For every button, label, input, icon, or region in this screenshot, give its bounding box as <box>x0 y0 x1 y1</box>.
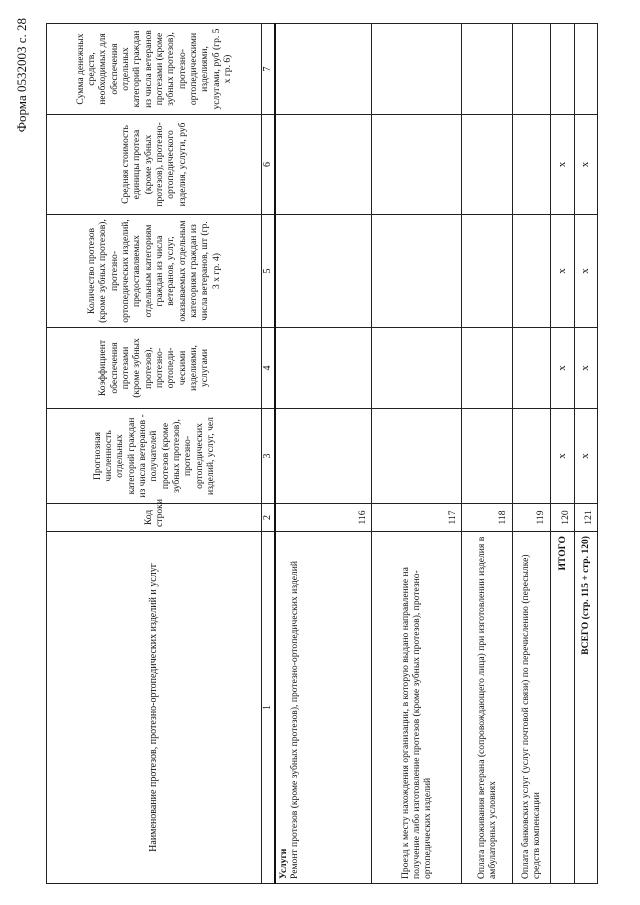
column-number: 5 <box>262 215 275 328</box>
header-col-3: Прогнозная численность отдельных категорий граждан из числа ветеранов - получателей протезов (кроме зубных протезов), протезно-ортопедических изделий, услуг, чел <box>47 409 262 504</box>
cell <box>512 409 550 504</box>
row-code: 119 <box>512 504 550 532</box>
cell: x <box>574 215 597 328</box>
header-col-5: Количество протезов (кроме зубных протезов), протезно-ортопедических изделий, предоставляемых отдельным категориям граждан из числа ветеранов, услуг, оказываемых отдельным категориям граждан из числа ветеранов, шт (гр. 3 х гр. 4) <box>47 215 262 328</box>
cell: x <box>550 328 574 409</box>
header-row <box>47 24 262 884</box>
total-label: ИТОГО <box>550 532 574 884</box>
column-number: 6 <box>262 115 275 215</box>
header-col-1: Наименование протезов, протезно-ортопедических изделий и услуг <box>47 532 262 884</box>
column-number: 7 <box>262 24 275 115</box>
cell <box>512 328 550 409</box>
cell <box>275 328 371 409</box>
cell <box>462 24 512 115</box>
cell <box>371 115 461 215</box>
header-col-7: Сумма денежных средств, необходимых для обеспечения отдельных категорий граждан из числа ветеранов протезами (кроме зубных протезов), протезно-ортопедическими изделиями, услугами, руб (гр. 5 х гр. 6) <box>47 24 262 115</box>
cell <box>275 215 371 328</box>
cell: x <box>550 409 574 504</box>
cell <box>371 409 461 504</box>
table-row <box>462 24 512 884</box>
cell: x <box>550 115 574 215</box>
grand-total-label: ВСЕГО (стр. 115 + стр. 120) <box>574 532 597 884</box>
column-number: 2 <box>262 504 275 532</box>
cell <box>462 115 512 215</box>
row-code: 120 <box>550 504 574 532</box>
form-label: Форма 0532003 с. 28 <box>14 18 29 133</box>
cell <box>462 215 512 328</box>
row-code: 117 <box>371 504 461 532</box>
cell <box>462 409 512 504</box>
cell <box>275 409 371 504</box>
services-table <box>46 23 598 884</box>
table-row <box>275 24 371 884</box>
column-number: 4 <box>262 328 275 409</box>
row-label: Проезд к месту нахождения организации, в которую выдано направление на получение либо изготовление протезов (кроме зубных протезов), протезно-ортопедических изделий <box>371 532 461 884</box>
cell <box>574 24 597 115</box>
column-number: 3 <box>262 409 275 504</box>
cell <box>275 115 371 215</box>
cell: x <box>574 115 597 215</box>
cell <box>371 328 461 409</box>
row-label: Ремонт протезов (кроме зубных протезов), протезно-ортопедических изделий <box>289 560 301 879</box>
cell <box>550 24 574 115</box>
cell <box>371 215 461 328</box>
header-col-6: Средняя стоимость единицы протеза (кроме зубных протезов), протезно-ортопедического изделия, услуги, руб <box>47 115 262 215</box>
row-label: Оплата банковских услуг (услуг почтовой связи) по перечислению (пересылке) средств компенсации <box>512 532 550 884</box>
table-row <box>512 24 550 884</box>
column-numbers-row <box>262 24 275 884</box>
row-code: 121 <box>574 504 597 532</box>
row-label-cell <box>275 532 371 884</box>
row-code: 118 <box>462 504 512 532</box>
table-row <box>371 24 461 884</box>
cell <box>512 215 550 328</box>
header-col-4: Коэффициент обеспечения протезами (кроме зубных протезов), протезно-ортопеди-ческими изделиями, услугами <box>47 328 262 409</box>
grand-total-row <box>574 24 597 884</box>
header-col-2: Код строки <box>47 504 262 532</box>
cell <box>512 24 550 115</box>
cell <box>512 115 550 215</box>
cell: x <box>574 328 597 409</box>
column-number: 1 <box>262 532 275 884</box>
row-label: Оплата проживания ветерана (сопровождающего лица) при изготовлении изделия в амбулаторных условиях <box>462 532 512 884</box>
cell <box>462 328 512 409</box>
cell: x <box>550 215 574 328</box>
row-code: 116 <box>275 504 371 532</box>
total-row <box>550 24 574 884</box>
cell <box>275 24 371 115</box>
cell: x <box>574 409 597 504</box>
section-title: Услуги <box>277 848 289 879</box>
cell <box>371 24 461 115</box>
